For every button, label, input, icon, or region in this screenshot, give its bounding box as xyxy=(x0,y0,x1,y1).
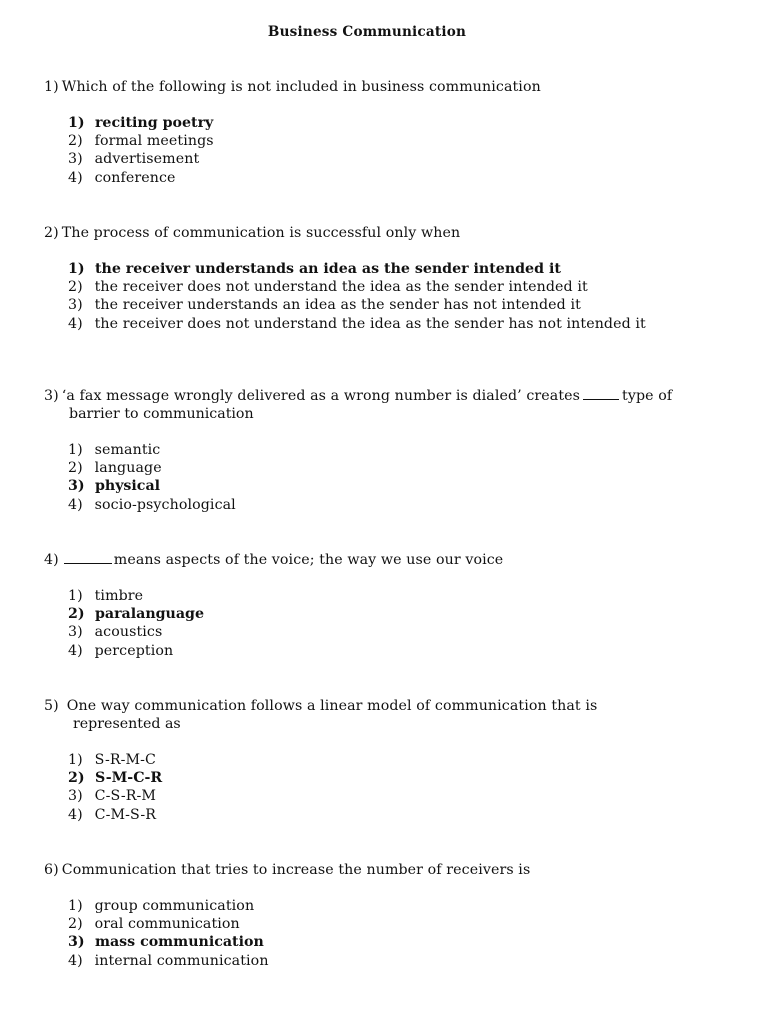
answer-blank xyxy=(583,387,619,400)
option-item xyxy=(68,150,694,168)
option-number: 3) xyxy=(68,297,83,314)
option-item xyxy=(68,296,694,314)
question-6 xyxy=(44,861,694,970)
question-stem: ‘a fax message wrongly delivered as a wrong number is dialed’ creates xyxy=(61,388,581,404)
option-number: 1) xyxy=(68,898,83,914)
option-item xyxy=(68,897,694,915)
option-number: 2) xyxy=(68,133,83,150)
option-number: 2) xyxy=(68,460,83,477)
option-label: the receiver understands an idea as the sender has not intended it xyxy=(94,297,581,314)
answer-blank xyxy=(64,551,112,564)
option-label: S-M-C-R xyxy=(94,770,163,787)
option-label: the receiver understands an idea as the sender intended it xyxy=(94,261,561,277)
option-number: 3) xyxy=(68,934,85,951)
option-label: perception xyxy=(94,642,174,659)
option-number: 1) xyxy=(68,588,83,604)
document-title: Business Communication xyxy=(267,24,467,40)
option-label: paralanguage xyxy=(94,606,205,623)
option-item-correct xyxy=(68,114,694,132)
option-item xyxy=(68,751,694,769)
question-1 xyxy=(44,78,694,187)
option-label: advertisement xyxy=(94,151,200,168)
option-item xyxy=(68,315,694,333)
option-number: 1) xyxy=(68,442,83,458)
option-item xyxy=(68,787,694,805)
option-label: timbre xyxy=(94,588,144,604)
question-number: 5) xyxy=(44,698,59,714)
option-number: 2) xyxy=(68,606,85,623)
question-number: 2) xyxy=(44,225,59,241)
option-number: 4) xyxy=(68,806,83,823)
option-item xyxy=(68,278,694,296)
option-label: C-S-R-M xyxy=(94,788,157,805)
question-stem: One way communication follows a linear model of communication that is xyxy=(66,698,598,714)
option-number: 3) xyxy=(68,151,83,168)
options-list xyxy=(44,587,694,660)
option-label: semantic xyxy=(94,442,161,458)
question-6-text xyxy=(44,861,694,879)
option-label: acoustics xyxy=(94,624,163,641)
option-item xyxy=(68,132,694,150)
option-label: S-R-M-C xyxy=(94,752,157,768)
options-list xyxy=(44,441,694,514)
option-item xyxy=(68,441,694,459)
question-5-text xyxy=(44,697,694,715)
option-item-correct xyxy=(68,605,694,623)
option-label: conference xyxy=(94,169,176,186)
question-number: 3) xyxy=(44,388,59,404)
question-stem: The process of communication is successful only when xyxy=(61,225,461,241)
options-list xyxy=(44,260,694,333)
question-5 xyxy=(44,697,694,824)
question-4 xyxy=(44,551,694,660)
option-number: 1) xyxy=(68,115,85,131)
question-stem: means aspects of the voice; the way we use our voice xyxy=(113,552,504,568)
option-number: 4) xyxy=(68,642,83,659)
question-stem-end: type of xyxy=(622,388,673,404)
question-stem: Communication that tries to increase the number of receivers is xyxy=(61,862,531,878)
option-label: internal communication xyxy=(94,952,269,969)
option-label: language xyxy=(94,460,162,477)
option-number: 3) xyxy=(68,624,83,641)
option-item xyxy=(68,952,694,970)
option-number: 4) xyxy=(68,952,83,969)
question-3 xyxy=(44,387,694,514)
option-item-correct xyxy=(68,769,694,787)
question-2 xyxy=(44,224,694,333)
option-number: 4) xyxy=(68,315,83,332)
option-item xyxy=(68,642,694,660)
options-list xyxy=(44,751,694,824)
option-item xyxy=(68,496,694,514)
option-number: 1) xyxy=(68,752,83,768)
option-item xyxy=(68,459,694,477)
option-label: mass communication xyxy=(94,934,264,951)
option-number: 2) xyxy=(68,916,83,933)
option-number: 4) xyxy=(68,169,83,186)
option-label: physical xyxy=(94,478,161,495)
option-item-correct xyxy=(68,477,694,495)
option-item xyxy=(68,587,694,605)
option-label: group communication xyxy=(94,898,255,914)
option-number: 1) xyxy=(68,261,85,277)
option-label: formal meetings xyxy=(94,133,214,150)
question-number: 1) xyxy=(44,79,59,95)
option-item xyxy=(68,623,694,641)
options-list xyxy=(44,114,694,187)
option-label: socio-psychological xyxy=(94,496,236,513)
option-item-correct xyxy=(68,260,694,278)
option-label: oral communication xyxy=(94,916,240,933)
options-list xyxy=(44,897,694,970)
option-number: 3) xyxy=(68,478,85,495)
option-label: the receiver does not understand the idea as the sender intended it xyxy=(94,279,588,296)
option-number: 2) xyxy=(68,770,85,787)
option-number: 2) xyxy=(68,279,83,296)
option-item xyxy=(68,806,694,824)
question-4-text xyxy=(44,551,694,569)
question-1-text xyxy=(44,78,694,96)
option-number: 4) xyxy=(68,496,83,513)
option-item-correct xyxy=(68,933,694,951)
question-2-text xyxy=(44,224,694,242)
option-label: reciting poetry xyxy=(94,115,214,131)
option-label: C-M-S-R xyxy=(94,806,157,823)
question-5-continuation: represented as xyxy=(73,716,181,732)
option-item xyxy=(68,169,694,187)
question-stem: Which of the following is not included in business communication xyxy=(61,79,541,95)
option-number: 3) xyxy=(68,788,83,805)
option-item xyxy=(68,915,694,933)
question-3-continuation: barrier to communication xyxy=(69,406,254,422)
option-label: the receiver does not understand the idea as the sender has not intended it xyxy=(94,315,646,332)
question-number: 6) xyxy=(44,862,59,878)
question-number: 4) xyxy=(44,552,59,568)
question-3-text xyxy=(44,387,694,405)
